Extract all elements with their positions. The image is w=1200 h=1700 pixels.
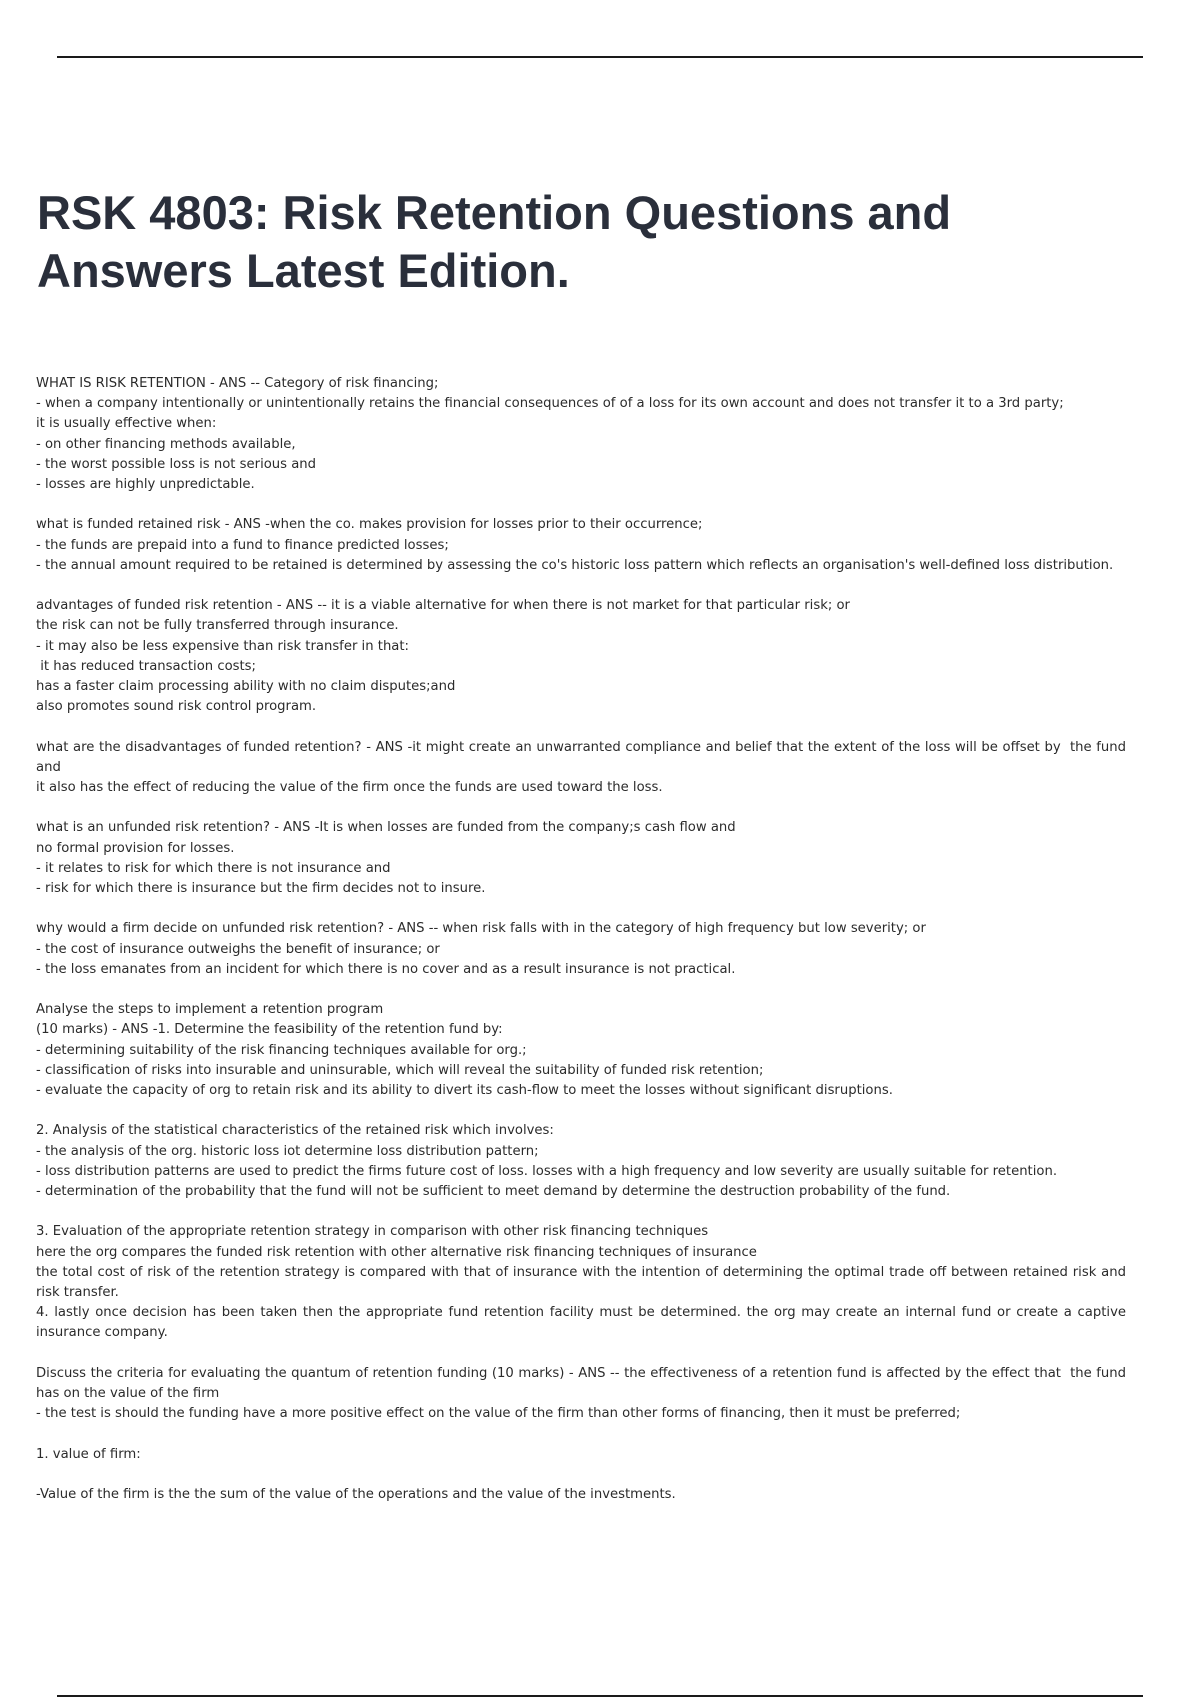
qa-paragraph xyxy=(36,1445,1126,1465)
document-title: RSK 4803: Risk Retention Questions and Answers Latest Edition. xyxy=(37,186,952,297)
paragraph-line: - determining suitability of the risk financing techniques available for org.; xyxy=(36,1042,527,1058)
paragraph-line: - risk for which there is insurance but the firm decides not to insure. xyxy=(36,881,486,897)
qa-paragraph xyxy=(36,818,1126,899)
paragraph-line: what are the disadvantages of funded retention? - ANS -it might create an unwarranted compliance and belief that the extent of the loss will be offset by the fund and xyxy=(36,739,1131,775)
paragraph-line: Analyse the steps to implement a retention program xyxy=(36,1002,384,1018)
qa-paragraph xyxy=(36,596,1126,717)
qa-paragraph xyxy=(36,919,1126,980)
paragraph-line: - the analysis of the org. historic loss iot determine loss distribution pattern; xyxy=(36,1143,539,1159)
paragraph-line: what is an unfunded risk retention? - ANS -It is when losses are funded from the company;s cash flow and xyxy=(36,820,736,836)
qa-paragraph xyxy=(36,738,1131,799)
paragraph-line: the total cost of risk of the retention strategy is compared with that of insurance with the intention of determining the optimal trade off between retained risk and risk transfer. xyxy=(36,1264,1131,1301)
paragraph-line: (10 marks) - ANS -1. Determine the feasibility of the retention fund by: xyxy=(36,1022,503,1038)
paragraph-line: 1. value of firm: xyxy=(36,1446,141,1462)
paragraph-line: 2. Analysis of the statistical characteristics of the retained risk which involves: xyxy=(36,1123,554,1139)
paragraph-line: - the cost of insurance outweighs the benefit of insurance; or xyxy=(36,941,440,957)
paragraph-line: why would a firm decide on unfunded risk retention? - ANS -- when risk falls with in the category of high frequency but low severity; or xyxy=(36,921,926,937)
paragraph-line: - it may also be less expensive than risk transfer in that: xyxy=(36,638,409,654)
paragraph-line: WHAT IS RISK RETENTION - ANS -- Category of risk financing; xyxy=(36,376,439,391)
paragraph-line: - the worst possible loss is not serious and xyxy=(36,456,317,472)
paragraph-line: it has reduced transaction costs; xyxy=(36,658,256,674)
document-body xyxy=(36,374,1131,1525)
paragraph-line: - losses are highly unpredictable. xyxy=(36,477,255,493)
paragraph-line: also promotes sound risk control program. xyxy=(36,699,317,715)
paragraph-line: - the loss emanates from an incident for which there is no cover and as a result insurance is not practical. xyxy=(36,961,736,977)
qa-paragraph xyxy=(36,1121,1126,1202)
paragraph-line: it also has the effect of reducing the value of the firm once the funds are used toward the loss. xyxy=(36,780,663,796)
footer-rule xyxy=(57,1695,1143,1697)
paragraph-line: - when a company intentionally or unintentionally retains the financial consequences of of a loss for its own account and does not transfer it to a 3rd party; xyxy=(36,396,1064,412)
paragraph-line: 3. Evaluation of the appropriate retention strategy in comparison with other risk financing techniques xyxy=(36,1224,709,1240)
qa-paragraph xyxy=(36,515,1126,576)
paragraph-line: it is usually effective when: xyxy=(36,416,217,432)
paragraph-line: - it relates to risk for which there is not insurance and xyxy=(36,860,391,876)
paragraph-line: - loss distribution patterns are used to predict the firms future cost of loss. losses with a high frequency and low severity are usually suitable for retention. xyxy=(36,1163,1058,1179)
paragraph-line: - on other financing methods available, xyxy=(36,436,296,452)
paragraph-line: the risk can not be fully transferred through insurance. xyxy=(36,618,399,634)
paragraph-line: - the annual amount required to be retained is determined by assessing the co's historic loss pattern which reflects an organisation's well-defined loss distribution. xyxy=(36,557,1114,573)
paragraph-line: Discuss the criteria for evaluating the quantum of retention funding (10 marks) - ANS -- the effectiveness of a retention fund is affected by the effect that the fund has on the value of the firm xyxy=(36,1365,1131,1402)
qa-paragraph xyxy=(36,374,1126,495)
paragraph-line: here the org compares the funded risk retention with other alternative risk financing techniques of insurance xyxy=(36,1244,757,1260)
qa-paragraph xyxy=(36,1000,1126,1101)
qa-paragraph xyxy=(36,1222,1131,1343)
paragraph-line: 4. lastly once decision has been taken then the appropriate fund retention facility must be determined. the org may create an internal fund or create a captive insurance company. xyxy=(36,1305,1131,1341)
paragraph-line: no formal provision for losses. xyxy=(36,840,235,856)
paragraph-line: - determination of the probability that the fund will not be sufficient to meet demand by determine the destruction probability of the fund. xyxy=(36,1184,951,1200)
qa-paragraph xyxy=(36,1485,1126,1505)
paragraph-line: -Value of the firm is the the sum of the value of the operations and the value of the investments. xyxy=(36,1487,676,1502)
paragraph-line: - the funds are prepaid into a fund to finance predicted losses; xyxy=(36,537,449,553)
paragraph-line: what is funded retained risk - ANS -when the co. makes provision for losses prior to their occurrence; xyxy=(36,517,703,533)
paragraph-line: - the test is should the funding have a more positive effect on the value of the firm than other forms of financing, then it must be preferred; xyxy=(36,1406,961,1422)
header-rule xyxy=(57,56,1143,58)
qa-paragraph xyxy=(36,1364,1131,1425)
paragraph-line: advantages of funded risk retention - ANS -- it is a viable alternative for when there is not market for that particular risk; or xyxy=(36,598,850,614)
paragraph-line: - classification of risks into insurable and uninsurable, which will reveal the suitability of funded risk retention; xyxy=(36,1062,764,1078)
paragraph-line: has a faster claim processing ability with no claim disputes;and xyxy=(36,679,456,695)
paragraph-line: - evaluate the capacity of org to retain risk and its ability to divert its cash-flow to meet the losses without significant disruptions. xyxy=(36,1083,893,1099)
